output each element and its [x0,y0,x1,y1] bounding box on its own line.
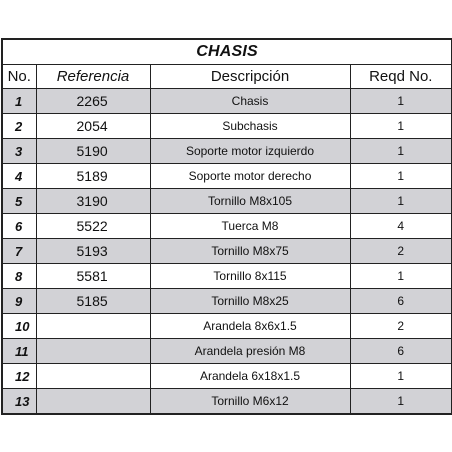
table-row [2,339,452,364]
row-number: 6 [2,214,36,239]
table-row [2,139,452,164]
row-descripcion: Tornillo M8x75 [150,239,350,264]
row-number: 7 [2,239,36,264]
row-qty: 1 [350,189,452,214]
row-referencia: 5189 [36,164,150,189]
row-descripcion: Tornillo M6x12 [150,389,350,415]
table-title: CHASIS [2,39,452,65]
row-number: 8 [2,264,36,289]
table-row [2,289,452,314]
row-qty: 1 [350,364,452,389]
row-number: 1 [2,89,36,114]
row-referencia: 5581 [36,264,150,289]
row-referencia: 5190 [36,139,150,164]
row-referencia [36,314,150,339]
row-number: 12 [2,364,36,389]
row-referencia: 5185 [36,289,150,314]
table-row [2,89,452,114]
row-number: 3 [2,139,36,164]
row-referencia: 3190 [36,189,150,214]
row-descripcion: Tornillo 8x115 [150,264,350,289]
row-referencia [36,389,150,415]
table-row [2,389,452,415]
header-no: No. [2,65,36,89]
row-number: 2 [2,114,36,139]
row-descripcion: Subchasis [150,114,350,139]
row-descripcion: Arandela 6x18x1.5 [150,364,350,389]
table-row [2,114,452,139]
header-row [2,65,452,89]
row-number: 5 [2,189,36,214]
table-row [2,264,452,289]
row-number: 9 [2,289,36,314]
row-referencia: 5193 [36,239,150,264]
row-number: 4 [2,164,36,189]
row-qty: 4 [350,214,452,239]
row-qty: 1 [350,264,452,289]
header-descripcion: Descripción [150,65,350,89]
row-descripcion: Tornillo M8x25 [150,289,350,314]
header-qty: Reqd No. [350,65,452,89]
row-referencia: 5522 [36,214,150,239]
row-qty: 6 [350,289,452,314]
row-descripcion: Arandela 8x6x1.5 [150,314,350,339]
row-descripcion: Arandela presión M8 [150,339,350,364]
row-qty: 2 [350,314,452,339]
row-referencia [36,364,150,389]
row-qty: 1 [350,139,452,164]
table-row [2,364,452,389]
row-number: 13 [2,389,36,415]
row-referencia: 2054 [36,114,150,139]
header-referencia: Referencia [36,65,150,89]
row-qty: 1 [350,389,452,415]
table-row [2,314,452,339]
row-referencia: 2265 [36,89,150,114]
table-row [2,189,452,214]
row-qty: 1 [350,89,452,114]
parts-sheet [0,38,452,415]
row-descripcion: Chasis [150,89,350,114]
row-qty: 1 [350,164,452,189]
row-qty: 1 [350,114,452,139]
row-descripcion: Soporte motor izquierdo [150,139,350,164]
table-row [2,164,452,189]
parts-table [1,38,452,415]
row-descripcion: Tuerca M8 [150,214,350,239]
table-row [2,214,452,239]
row-descripcion: Tornillo M8x105 [150,189,350,214]
row-qty: 2 [350,239,452,264]
row-number: 11 [2,339,36,364]
row-number: 10 [2,314,36,339]
row-descripcion: Soporte motor derecho [150,164,350,189]
row-qty: 6 [350,339,452,364]
title-row [2,39,452,65]
table-row [2,239,452,264]
row-referencia [36,339,150,364]
